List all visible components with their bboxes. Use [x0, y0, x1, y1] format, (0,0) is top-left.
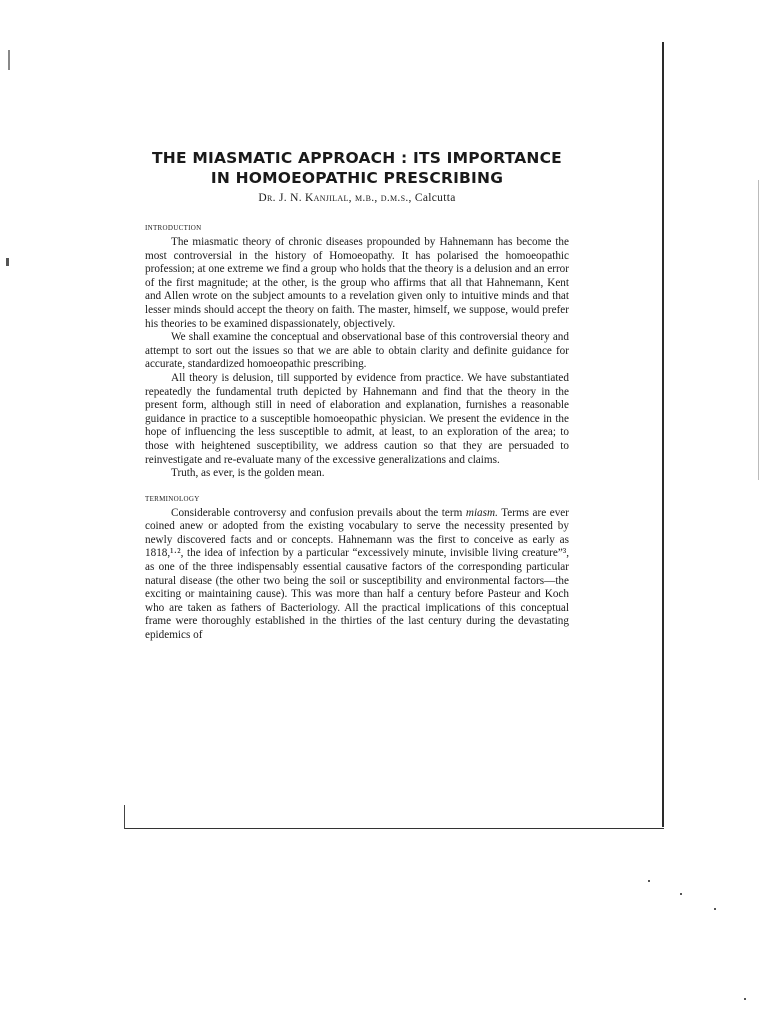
page-edge-bottom — [124, 828, 664, 829]
article-title — [145, 148, 569, 188]
author-place: Calcutta — [414, 192, 456, 204]
title-line-2: IN HOMOEOPATHIC PRESCRIBING — [210, 169, 504, 187]
scan-mark — [8, 50, 10, 70]
article — [145, 148, 569, 643]
page-edge-left — [124, 805, 125, 829]
author-degrees: m.b., d.m.s., — [355, 192, 412, 204]
intro-paragraph-2: We shall examine the conceptual and observational base of this controversial theory and attempt to sort out the issues so that we are able to obtain clarity and definite guidance for accurate, standardized homoeopathic prescribing. — [145, 331, 569, 371]
terminology-text-rest: Terms are ever coined anew or adopted from the existing vocabulary to serve the necessity presented by newly discovered facts and or concepts. Hahnemann was the first to conceive as early as 1818,¹·², the idea of infection by a particular “excessively minute, invisible living creature”³, as one of the three indispensably essential causative factors of the corresponding particular natural disease (the other two being the soil or susceptibility and environmental factors—the exciting or maintaining cause). This was more than half a century before Pasteur and Koch who are taken as fathers of Bacteriology. All the practical implications of this conceptual frame were thoroughly established in the thirties of the last century during the devastating epidemics of — [145, 506, 569, 642]
intro-paragraph-3: All theory is delusion, till supported by evidence from practice. We have substantiated repeatedly the fundamental truth depicted by Hahnemann and find that the theory in the present form, although still in need of elaboration and explanation, furnishes a reasonable guidance in practice to a susceptible homoeopathic physician. We present the evidence in the hope of influencing the less susceptible to admit, at least, to an exploration of the area; to those with heightened susceptibility, we address caution so that they are persuaded to reinvestigate and re-evaluate many of the excessive generalizations and claims. — [145, 371, 569, 466]
section-gap — [145, 481, 569, 493]
intro-paragraph-1: The miasmatic theory of chronic diseases propounded by Hahnemann has become the most controversial in the history of Homoeopathy. It has polarised the homoeopathic profession; at one extreme we find a group who holds that the theory is a delusion and an error of the first magnitude; at the other, is the group who affirms that all that Hahnemann, Kent and Allen wrote on the subject amounts to a revelation given only to intuitive minds and that lesser minds should accept the theory on faith. The master, himself, we suppose, would prefer his theories to be examined dispassionately, objectively. — [145, 236, 569, 330]
page-edge-right — [662, 42, 664, 827]
terminology-paragraph — [145, 507, 569, 643]
terminology-heading: terminology — [145, 492, 200, 504]
scan-mark — [714, 908, 716, 910]
scan-mark — [758, 180, 759, 480]
term-miasm: miasm. — [465, 506, 498, 519]
intro-paragraph-4: Truth, as ever, is the golden mean. — [171, 467, 325, 480]
author-name: Dr. J. N. Kanjilal, — [258, 192, 352, 204]
introduction-heading: introduction — [145, 222, 202, 233]
scan-mark — [648, 880, 650, 882]
scan-mark — [680, 893, 682, 895]
author-byline — [145, 192, 569, 204]
scan-mark — [744, 998, 746, 1000]
title-line-1: THE MIASMATIC APPROACH : ITS IMPORTANCE — [152, 149, 562, 167]
terminology-text-start: Considerable controversy and confusion prevails about the term — [171, 506, 466, 519]
scan-mark — [6, 258, 9, 266]
